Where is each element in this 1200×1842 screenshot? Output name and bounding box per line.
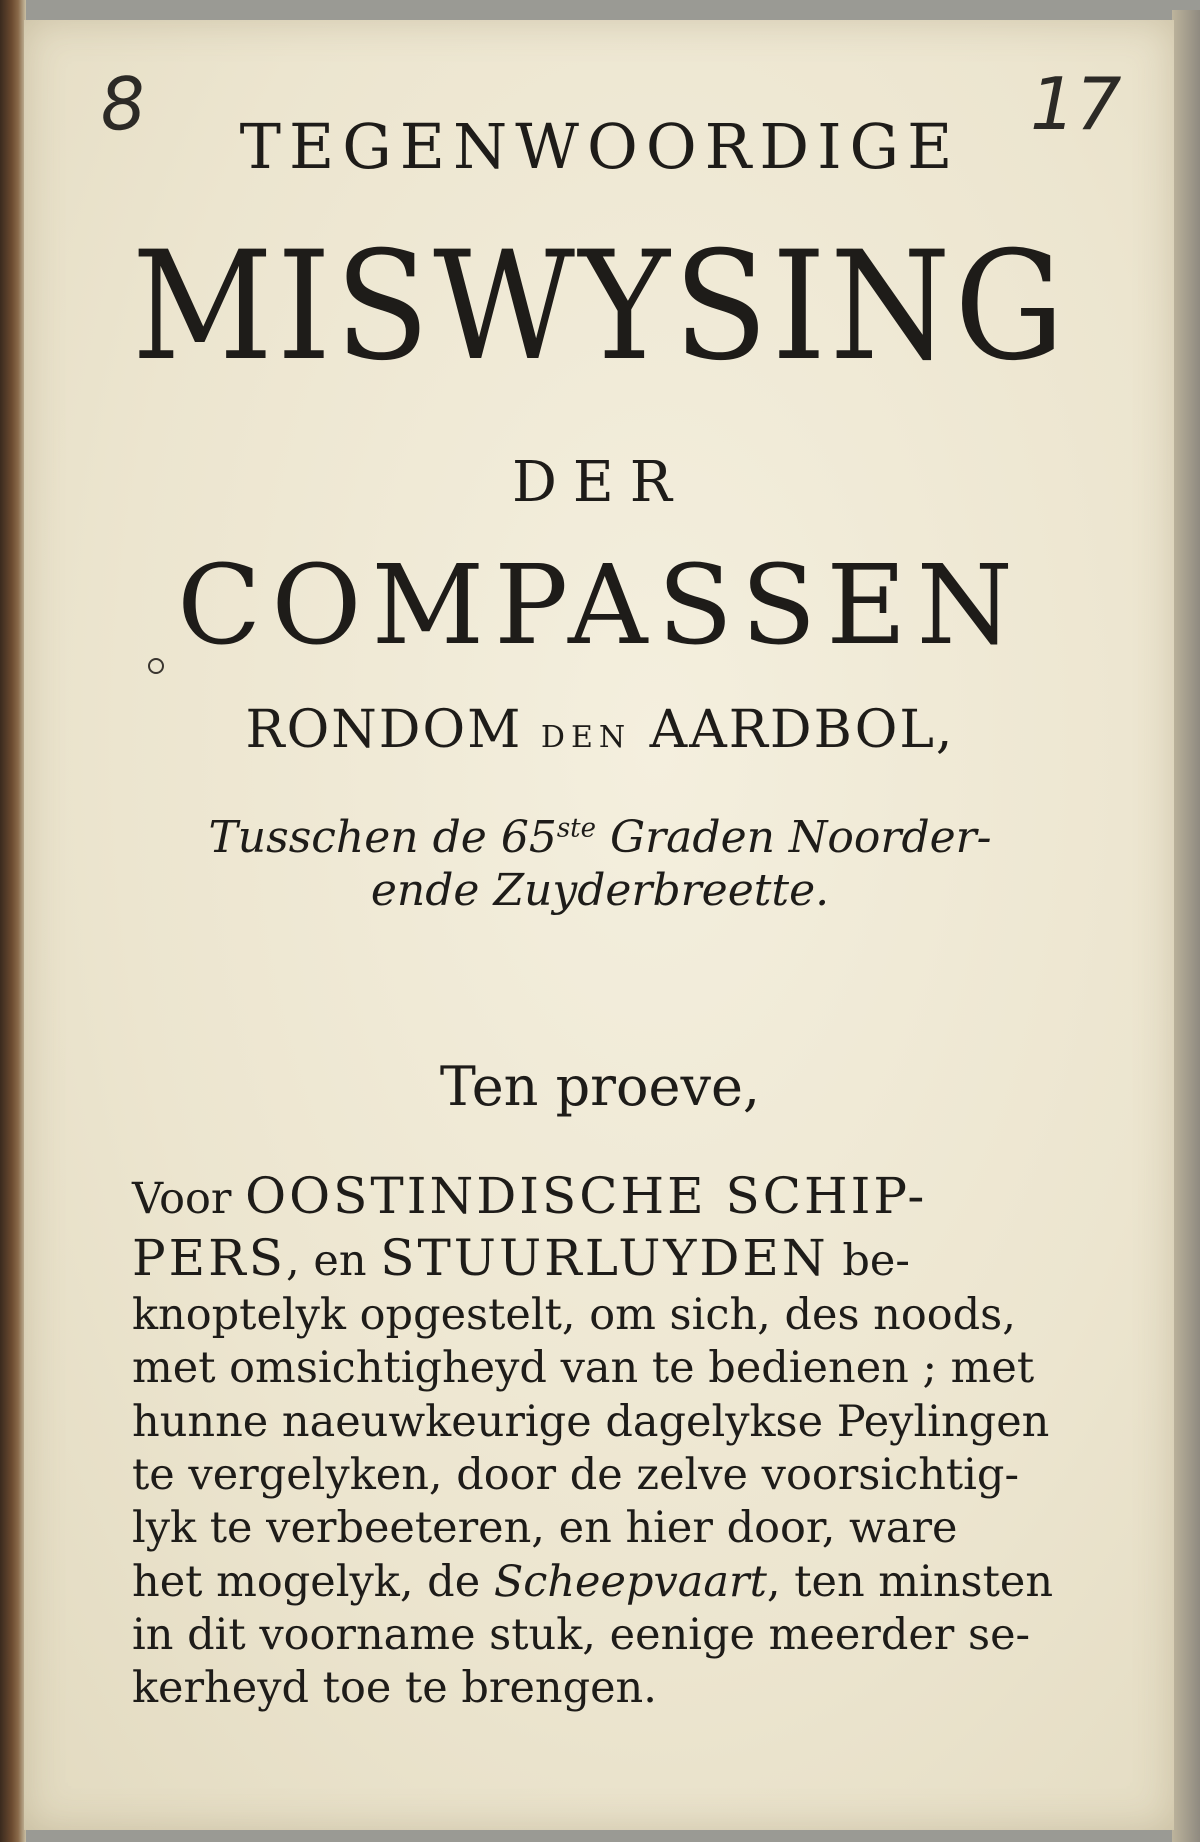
body-line-4: met omsichtigheyd van te bedienen ; met — [132, 1343, 1035, 1394]
title-line-miswysing: MISWYSING — [131, 220, 1069, 394]
be-word: be- — [828, 1236, 910, 1286]
title-line-tegenwoordige: TEGENWOORDIGE — [239, 110, 961, 183]
scheepvaart-word: Scheepvaart — [493, 1556, 767, 1607]
ink-dot — [148, 658, 164, 674]
body-line-8 — [132, 1556, 1092, 1609]
subtitle-superscript: ste — [556, 813, 596, 844]
body-line-3: knoptelyk opgestelt, om sich, des noods, — [132, 1290, 1016, 1340]
body-line-8-c: , ten minsten — [766, 1556, 1054, 1607]
body-line-10: kerheyd toe te brengen. — [132, 1663, 657, 1714]
title-line-der: DER — [512, 450, 688, 515]
body-line-1 — [132, 1165, 1092, 1227]
en-word: , en — [286, 1236, 381, 1286]
pers-word: PERS — [132, 1229, 287, 1287]
body-line-6: te vergelyken, door de zelve voorsichtig- — [132, 1449, 1019, 1500]
book-edge — [1172, 10, 1200, 1842]
body-line-7: lyk te verbeeteren, en hier door, ware — [132, 1503, 958, 1554]
subtitle-part-2: Graden Noorder- — [596, 812, 992, 863]
rondom-word: RONDOM — [245, 700, 523, 760]
oostindische-schip: OOSTINDISCHE SCHIP- — [245, 1167, 928, 1225]
body-line-2 — [132, 1227, 1092, 1289]
ten-proeve: Ten proeve, — [439, 1055, 761, 1118]
voor-word: Voor — [132, 1174, 246, 1224]
body-line-8-a: het mogelyk, de — [132, 1556, 494, 1607]
title-line-compassen: COMPASSEN — [177, 541, 1023, 669]
page-number-right: 17 — [1030, 62, 1122, 146]
body-line-5: hunne naeuwkeurige dagelykse Peylingen — [132, 1396, 1050, 1447]
body-line-9: in dit voorname stuk, eenige meerder se- — [132, 1609, 1031, 1660]
title-line-rondom — [90, 700, 1110, 760]
stuurluyden-word: STUURLUYDEN — [380, 1229, 829, 1287]
book-binding — [0, 0, 26, 1842]
subtitle-line-1 — [90, 812, 1110, 865]
aardbol-word: AARDBOL, — [649, 700, 955, 760]
subtitle-part-1: Tusschen de 65 — [208, 812, 557, 863]
body-paragraph — [132, 1165, 1092, 1716]
subtitle-line-2: ende Zuyderbreette. — [370, 864, 830, 916]
den-word: DEN — [540, 720, 632, 755]
page-number-left: 8 — [97, 60, 149, 148]
subtitle — [90, 812, 1110, 918]
